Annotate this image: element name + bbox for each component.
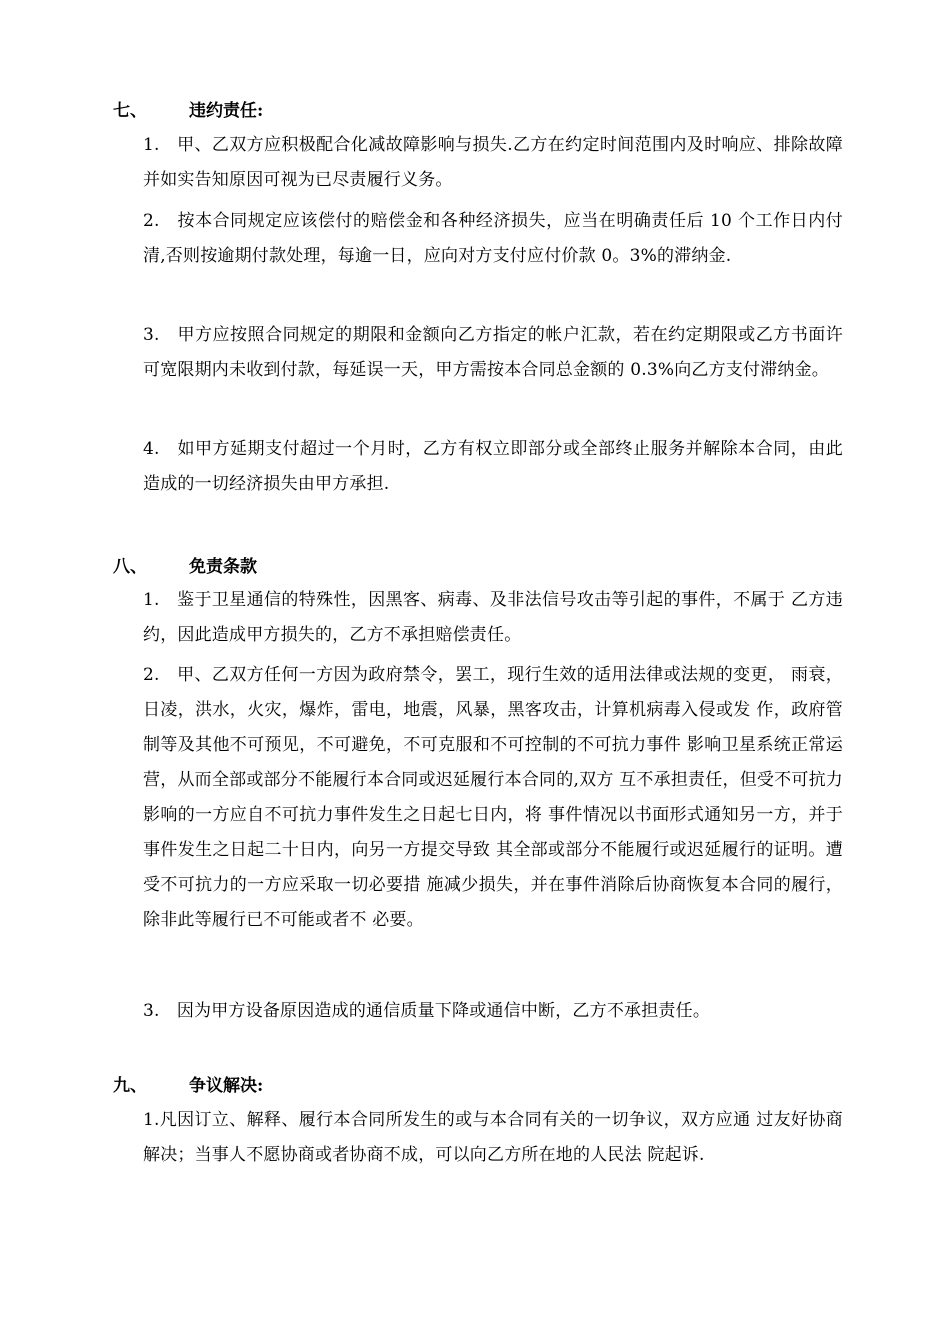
clause-paragraph: 4. 如甲方延期支付超过一个月时，乙方有权立即部分或全部终止服务并解除本合同，由此造成的一切经济损失由甲方承担. [143, 439, 843, 494]
clause-paragraph: 1. 鉴于卫星通信的特殊性，因黑客、病毒、及非法信号攻击等引起的事件，不属于 乙方违约，因此造成甲方损失的，乙方不承担赔偿责任。 [143, 590, 843, 645]
clause-paragraph: 3. 因为甲方设备原因造成的通信质量下降或通信中断，乙方不承担责任。 [143, 1001, 711, 1021]
section-number: 七、 [113, 101, 147, 121]
section-number: 八、 [113, 557, 147, 577]
section-title: 免责条款 [189, 557, 257, 577]
clause-paragraph: 1. 甲、乙双方应积极配合化减故障影响与损失.乙方在约定时间范围内及时响应、排除故障并如实告知原因可视为已尽责履行义务。 [143, 135, 843, 190]
section-title: 争议解决: [189, 1076, 264, 1096]
clause-paragraph: 2. 甲、乙双方任何一方因为政府禁令，罢工，现行生效的适用法律或法规的变更， 雨衰，日凌，洪水，火灾，爆炸，雷电，地震，风暴，黑客攻击，计算机病毒入侵或发 作，政府管制等及其他不可预见，不可避免，不可克服和不可控制的不可抗力事件 影响卫星系统正常运营，从而全部或部分不能履行本合同或迟延履行本合同的,双方 互不承担责任，但受不可抗力影响的一方应自不可抗力事件发生之日起七日内，将 事件情况以书面形式通知另一方，并于事件发生之日起二十日内，向另一方提交导致 其全部或部分不能履行或迟延履行的证明。遭受不可抗力的一方应采取一切必要措 施减少损失，并在事件消除后协商恢复本合同的履行，除非此等履行已不可能或者不 必要。 [143, 665, 843, 930]
clause-paragraph: 3. 甲方应按照合同规定的期限和金额向乙方指定的帐户汇款，若在约定期限或乙方书面许可宽限期内未收到付款，每延误一天，甲方需按本合同总金额的 0.3%向乙方支付滞纳金。 [143, 325, 843, 380]
section-title: 违约责任: [189, 101, 264, 121]
section-number: 九、 [113, 1076, 147, 1096]
section-heading-breach [113, 96, 263, 121]
section-heading-dispute [113, 1071, 263, 1096]
section-heading-exemption [113, 552, 257, 577]
clause-paragraph: 2. 按本合同规定应该偿付的赔偿金和各种经济损失，应当在明确责任后 10 个工作日内付清,否则按逾期付款处理，每逾一日，应向对方支付应付价款 0。3%的滞纳金. [143, 211, 843, 266]
clause-paragraph: 1.凡因订立、解释、履行本合同所发生的或与本合同有关的一切争议，双方应通 过友好协商解决；当事人不愿协商或者协商不成，可以向乙方所在地的人民法 院起诉. [143, 1110, 843, 1165]
